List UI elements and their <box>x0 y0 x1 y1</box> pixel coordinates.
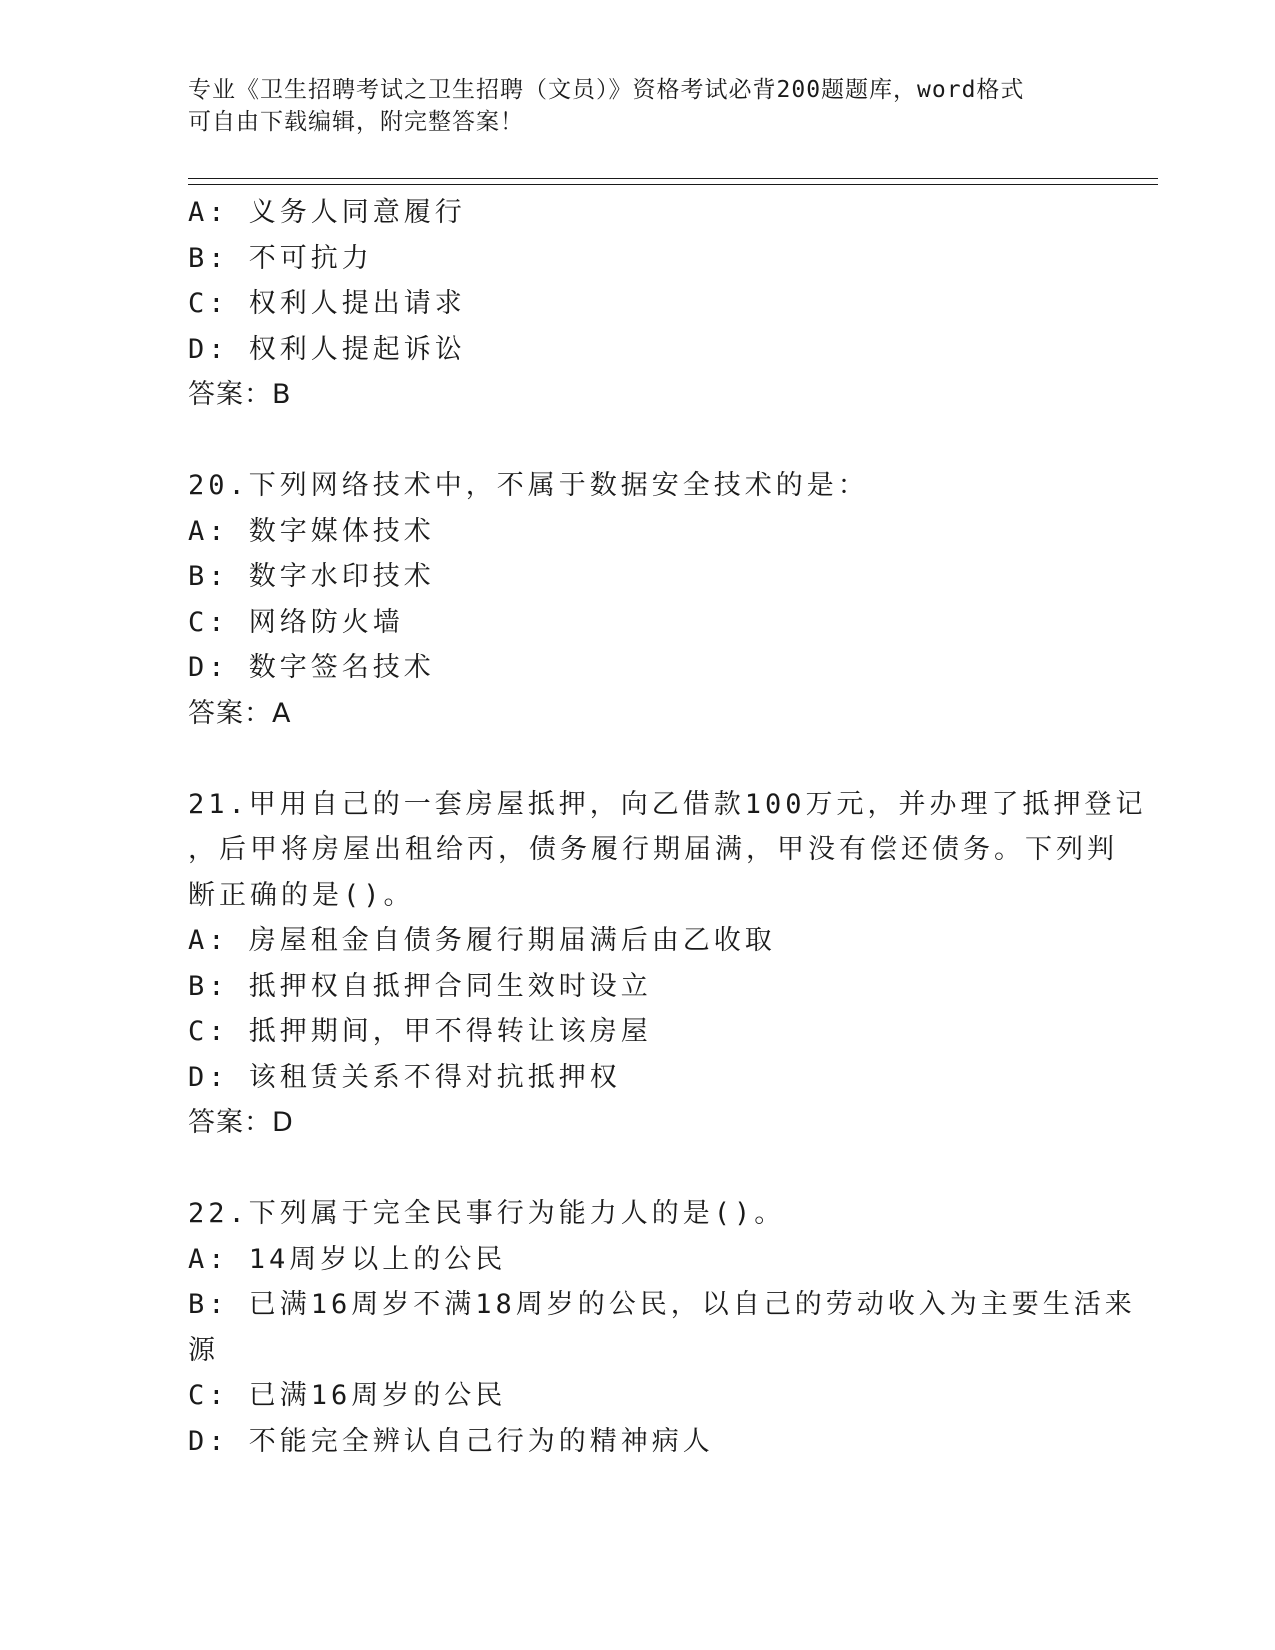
answer: 答案：A <box>188 697 292 729</box>
option-a: A: 14周岁以上的公民 <box>188 1243 507 1275</box>
question-stem: 20.下列网络技术中，不属于数据安全技术的是： <box>188 470 869 501</box>
option-c: C: 抵押期间，甲不得转让该房屋 <box>188 1016 652 1047</box>
option-b: B: 不可抗力 <box>188 242 373 274</box>
option-d: D: 数字签名技术 <box>188 652 435 683</box>
option-d: D: 该租赁关系不得对抗抵押权 <box>188 1061 621 1093</box>
option-c: C: 权利人提出请求 <box>188 288 466 319</box>
question-list <box>188 190 1147 1464</box>
answer: 答案：B <box>188 379 292 410</box>
answer: 答案：D <box>188 1107 294 1138</box>
header-line-2: 可自由下载编辑，附完整答案！ <box>188 109 524 135</box>
option-a: A: 房屋租金自债务履行期届满后由乙收取 <box>188 925 776 956</box>
header-line-1: 专业《卫生招聘考试之卫生招聘（文员）》资格考试必背200题题库，word格式 <box>188 77 1025 103</box>
document-header <box>188 74 1088 138</box>
option-a: A: 义务人同意履行 <box>188 197 466 228</box>
option-b: B: 抵押权自抵押合同生效时设立 <box>188 970 652 1002</box>
option-d: D: 权利人提起诉讼 <box>188 333 466 365</box>
question-22 <box>188 1191 1136 1464</box>
option-b-continued: 源 <box>188 1334 219 1366</box>
option-c: C: 已满16周岁的公民 <box>188 1380 507 1411</box>
option-b: B: 已满16周岁不满18周岁的公民，以自己的劳动收入为主要生活来 <box>188 1289 1136 1320</box>
option-c: C: 网络防火墙 <box>188 606 404 638</box>
header-divider <box>188 178 1158 185</box>
question-stem-line-1: 21.甲用自己的一套房屋抵押，向乙借款100万元，并办理了抵押登记 <box>188 788 1147 820</box>
question-stem: 22.下列属于完全民事行为能力人的是()。 <box>188 1198 786 1229</box>
option-d: D: 不能完全辨认自己行为的精神病人 <box>188 1425 714 1457</box>
question-stem-line-3: 断正确的是()。 <box>188 879 415 911</box>
question-21 <box>188 782 1147 1146</box>
question-stem-line-2: ，后甲将房屋出租给丙，债务履行期届满，甲没有偿还债务。下列判 <box>188 834 1118 865</box>
option-a: A: 数字媒体技术 <box>188 515 435 547</box>
option-b: B: 数字水印技术 <box>188 561 435 592</box>
question-20 <box>188 463 1088 736</box>
question-19 <box>188 190 1088 418</box>
